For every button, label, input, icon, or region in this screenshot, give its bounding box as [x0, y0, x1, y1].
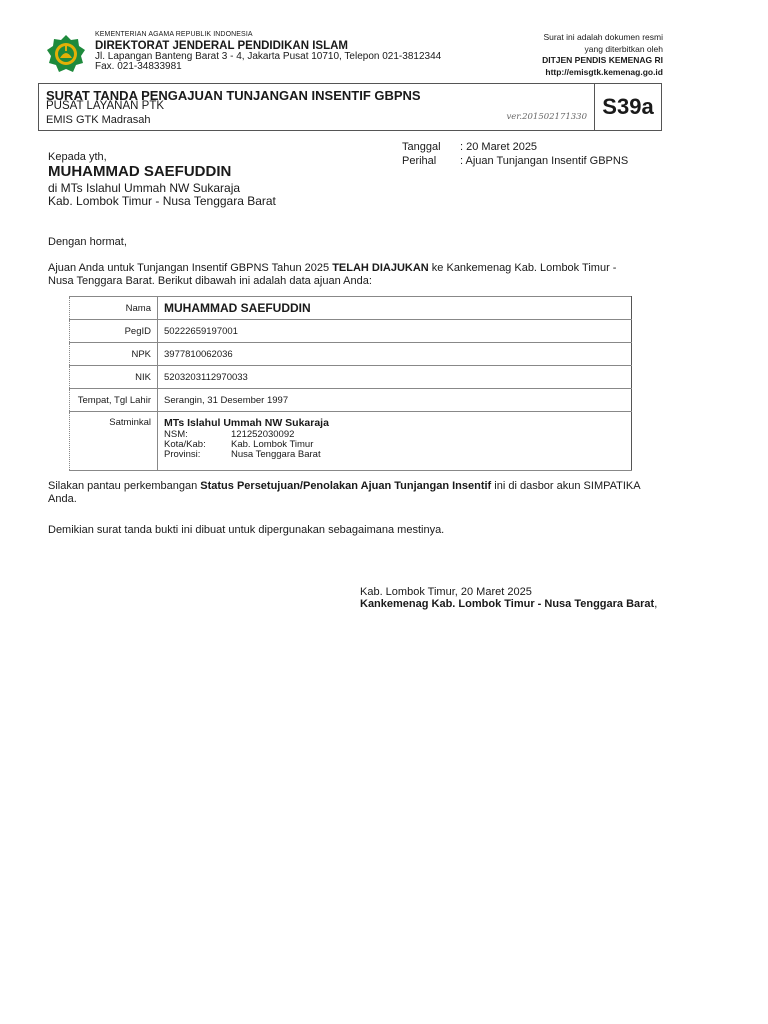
- system-name: EMIS GTK Madrasah: [46, 114, 151, 126]
- form-code: S39a: [594, 84, 661, 130]
- note-line: yang diterbitkan oleh: [584, 43, 663, 54]
- greeting: Kepada yth,: [48, 151, 107, 163]
- address-line: Jl. Lapangan Banteng Barat 3 - 4, Jakarta Pusat 10710, Telepon 021-3812344: [95, 51, 442, 62]
- kota-value: Kab. Lombok Timur: [231, 439, 314, 450]
- recipient-institution: di MTs Islahul Ummah NW Sukaraja: [48, 181, 241, 195]
- directorate-name: DIREKTORAT JENDERAL PENDIDIKAN ISLAM: [95, 40, 349, 52]
- paragraph-closing: Demikian surat tanda bukti ini dibuat untuk dipergunakan sebagaimana mestinya.: [48, 524, 445, 536]
- title-box: [38, 83, 662, 131]
- fax-line: Fax. 021-34833981: [95, 60, 182, 72]
- note-url: http://emisgtk.kemenag.go.id: [545, 66, 663, 77]
- table-row: [70, 297, 632, 320]
- document-title: SURAT TANDA PENGAJUAN TUNJANGAN INSENTIF GBPNS: [46, 88, 421, 103]
- prov-value: Nusa Tenggara Barat: [231, 449, 321, 460]
- row-label: Nama: [70, 297, 158, 320]
- row-label: NPK: [70, 343, 158, 366]
- table-row: [70, 389, 632, 412]
- date-label: Tanggal: [402, 141, 441, 153]
- salutation: Dengan hormat,: [48, 236, 127, 248]
- kota-label: Kota/Kab:: [164, 439, 206, 450]
- letter-meta: [402, 140, 628, 168]
- paragraph-intro: Ajuan Anda untuk Tunjangan Insentif GBPNS Tahun 2025 TELAH DIAJUKAN ke Kankemenag Kab. Lombok Timur - Nusa Tenggara Barat. Berikut dibawah ini adalah data ajuan Anda:: [48, 262, 617, 287]
- row-value: 50222659197001: [158, 320, 632, 343]
- subject-value: : Ajuan Tunjangan Insentif GBPNS: [460, 155, 629, 167]
- subject-label: Perihal: [402, 155, 437, 167]
- official-note: [542, 32, 663, 78]
- row-label: Satminkal: [70, 412, 158, 471]
- recipient-region: Kab. Lombok Timur - Nusa Tenggara Barat: [48, 194, 276, 208]
- row-label: Tempat, Tgl Lahir: [70, 389, 158, 412]
- signature-place-date: Kab. Lombok Timur, 20 Maret 2025: [360, 586, 532, 598]
- nsm-value: 121252030092: [231, 429, 295, 440]
- school-details: [164, 430, 625, 460]
- recipient-name: MUHAMMAD SAEFUDDIN: [48, 163, 232, 180]
- application-data-table: [69, 296, 632, 471]
- prov-label: Provinsi:: [164, 449, 201, 460]
- version-label: ver.201502171330: [506, 112, 587, 122]
- document-subtitle: PUSAT LAYANAN PTK: [46, 100, 165, 112]
- row-value: Serangin, 31 Desember 1997: [158, 389, 632, 412]
- table-row: [70, 320, 632, 343]
- signature-office: Kankemenag Kab. Lombok Timur - Nusa Tenggara Barat,: [360, 598, 658, 610]
- table-row-satminkal: [70, 412, 632, 471]
- note-issuer: DITJEN PENDIS KEMENAG RI: [542, 55, 663, 65]
- note-line: Surat ini adalah dokumen resmi: [543, 32, 663, 42]
- paragraph-monitor: Silakan pantau perkembangan Status Persetujuan/Penolakan Ajuan Tunjangan Insentif ini di dasbor akun SIMPATIKA Anda.: [48, 480, 641, 505]
- table-row: [70, 343, 632, 366]
- row-label: NIK: [70, 366, 158, 389]
- satminkal-value: [158, 412, 632, 471]
- row-label: PegID: [70, 320, 158, 343]
- date-value: : 20 Maret 2025: [460, 141, 538, 153]
- row-value: MUHAMMAD SAEFUDDIN: [158, 297, 632, 320]
- nsm-label: NSM:: [164, 429, 188, 440]
- kemenag-logo-icon: [46, 34, 86, 74]
- row-value: 3977810062036: [158, 343, 632, 366]
- school-name: MTs Islahul Ummah NW Sukaraja: [164, 417, 329, 429]
- address-block: [95, 52, 441, 71]
- row-value: 5203203112970033: [158, 366, 632, 389]
- table-row: [70, 366, 632, 389]
- ministry-name: KEMENTERIAN AGAMA REPUBLIK INDONESIA: [95, 31, 253, 38]
